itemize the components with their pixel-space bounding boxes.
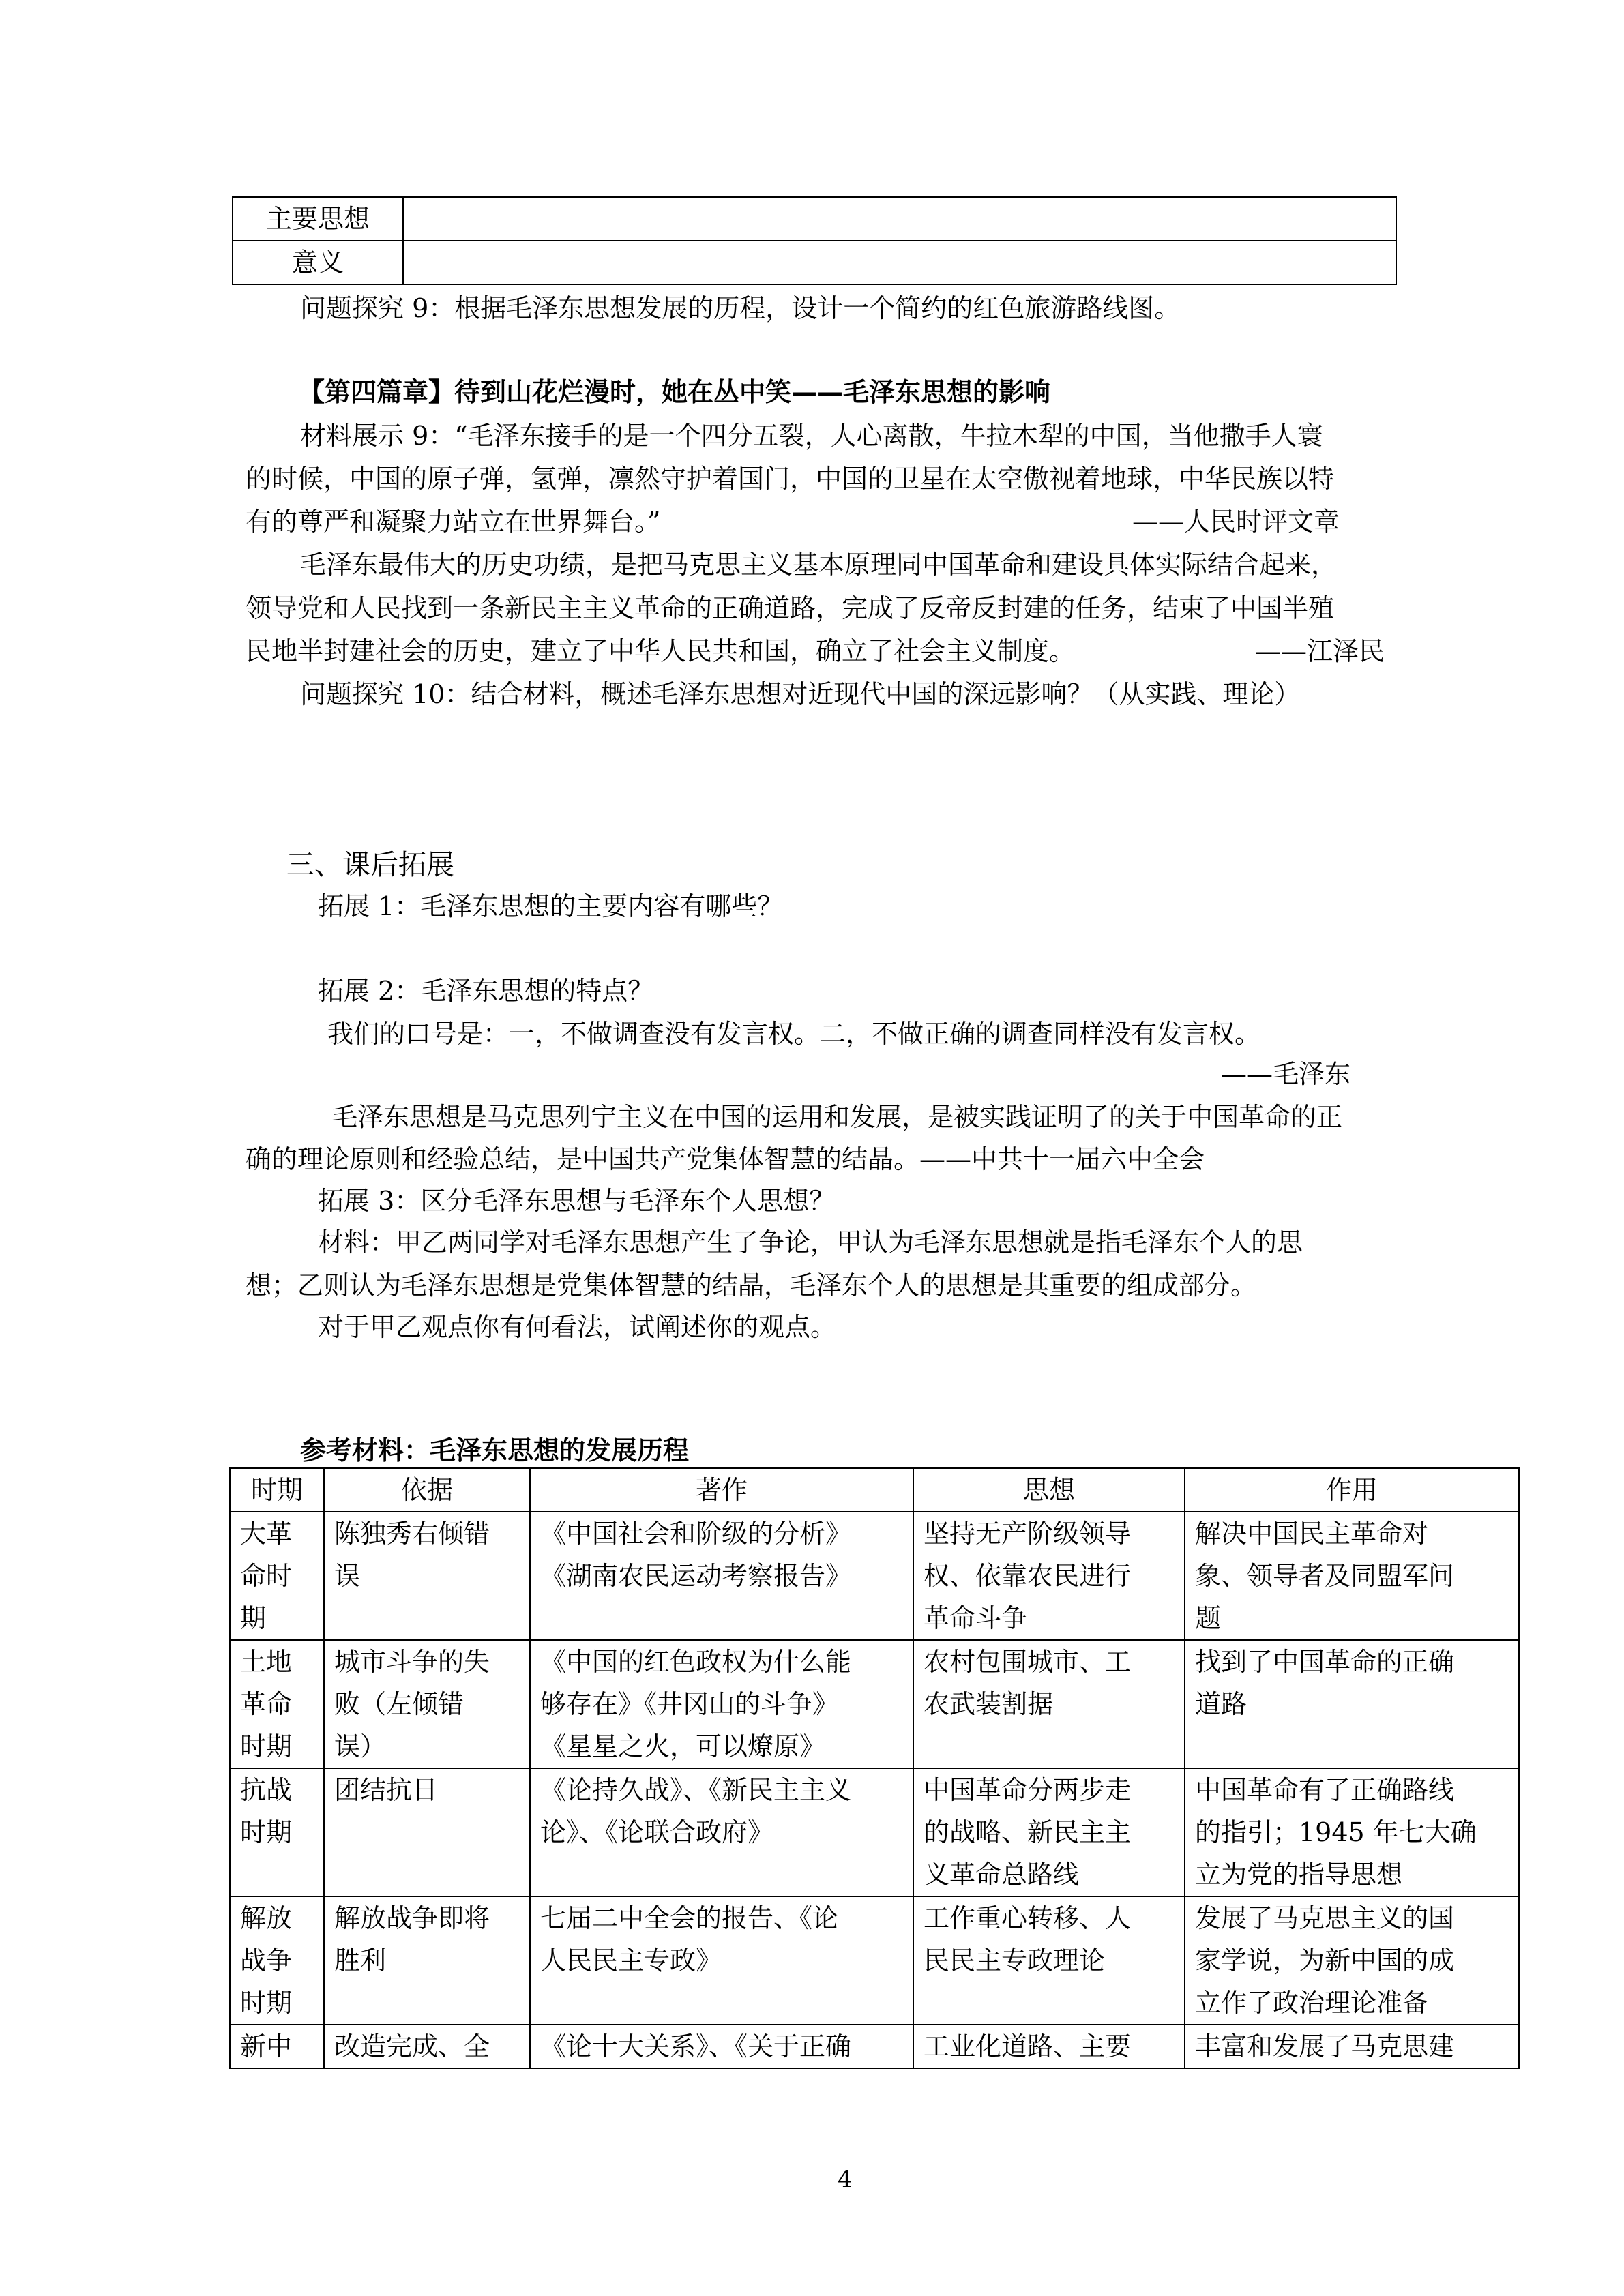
table-header-row <box>230 1468 1519 1512</box>
table-cell: 农村包围城市、工 农武装割据 <box>913 1640 1185 1768</box>
table-cell: 解决中国民主革命对 象、领导者及同盟军问 题 <box>1185 1512 1519 1640</box>
table-row <box>230 1512 1519 1640</box>
material-9-line: 有的尊严和凝聚力站立在世界舞台。” <box>246 507 661 537</box>
extension-2-source: ——毛泽东 <box>1221 1059 1351 1089</box>
table-cell: 改造完成、全 <box>324 2025 530 2068</box>
table-cell: 坚持无产阶级领导 权、依靠农民进行 革命斗争 <box>913 1512 1185 1640</box>
column-header: 作用 <box>1185 1468 1519 1512</box>
table-cell: 大革 命时 期 <box>230 1512 324 1640</box>
table-cell: 工业化道路、主要 <box>913 2025 1185 2068</box>
material-9-line: 材料展示 9：“毛泽东接手的是一个四分五裂，人心离散，牛拉木犁的中国，当他撒手人寰 <box>300 421 1323 451</box>
table-cell <box>403 197 1396 241</box>
extension-2-paragraph: 确的理论原则和经验总结，是中国共产党集体智慧的结晶。——中共十一届六中全会 <box>246 1144 1205 1174</box>
reference-title: 参考材料：毛泽东思想的发展历程 <box>300 1435 690 1465</box>
table-cell: 团结抗日 <box>324 1768 530 1896</box>
extension-2-paragraph: 毛泽东思想是马克思列宁主义在中国的运用和发展，是被实践证明了的关于中国革命的正 <box>331 1102 1343 1132</box>
material-9-source: ——人民时评文章 <box>1132 507 1340 537</box>
table-row <box>233 241 1396 284</box>
table-row <box>233 197 1396 241</box>
table-row <box>230 1768 1519 1896</box>
table-row <box>230 1896 1519 2025</box>
table-cell: 解放战争即将 胜利 <box>324 1896 530 2025</box>
table-cell: 中国革命有了正确路线 的指引；1945 年七大确 立为党的指导思想 <box>1185 1768 1519 1896</box>
extension-3: 拓展 3：区分毛泽东思想与毛泽东个人思想？ <box>318 1186 836 1216</box>
material-9-line: 的时候，中国的原子弹，氢弹，凛然守护着国门，中国的卫星在太空傲视着地球，中华民族以特 <box>246 464 1335 494</box>
question-9: 问题探究 9：根据毛泽东思想发展的历程，设计一个简约的红色旅游路线图。 <box>300 293 1181 323</box>
table-row <box>230 1640 1519 1768</box>
table-cell: 《中国的红色政权为什么能 够存在》《井冈山的斗争》 《星星之火，可以燎原》 <box>530 1640 913 1768</box>
material-9-line: 民地半封建社会的历史，建立了中华人民共和国，确立了社会主义制度。 <box>246 636 1076 666</box>
table-cell: 中国革命分两步走 的战略、新民主主 义革命总路线 <box>913 1768 1185 1896</box>
reference-table <box>229 1467 1520 2069</box>
extension-3-question: 对于甲乙观点你有何看法，试阐述你的观点。 <box>318 1312 837 1342</box>
extension-3-material: 想；乙则认为毛泽东思想是党集体智慧的结晶，毛泽东个人的思想是其重要的组成部分。 <box>246 1270 1257 1300</box>
table-cell: 七届二中全会的报告、《论 人民民主专政》 <box>530 1896 913 2025</box>
table-cell: 丰富和发展了马克思建 <box>1185 2025 1519 2068</box>
table-cell: 土地 革命 时期 <box>230 1640 324 1768</box>
table-cell: 《论十大关系》、《关于正确 <box>530 2025 913 2068</box>
table-cell: 找到了中国革命的正确 道路 <box>1185 1640 1519 1768</box>
table-cell: 陈独秀右倾错 误 <box>324 1512 530 1640</box>
table-cell: 意义 <box>233 241 403 284</box>
table-cell: 《中国社会和阶级的分析》 《湖南农民运动考察报告》 <box>530 1512 913 1640</box>
material-9-source: ——江泽民 <box>1255 636 1385 666</box>
material-9-line: 毛泽东最伟大的历史功绩，是把马克思主义基本原理同中国革命和建设具体实际结合起来， <box>300 550 1338 580</box>
table-cell: 城市斗争的失 败（左倾错 误） <box>324 1640 530 1768</box>
extension-2: 拓展 2：毛泽东思想的特点？ <box>318 976 654 1006</box>
chapter-4-title: 【第四篇章】待到山花烂漫时，她在丛中笑——毛泽东思想的影响 <box>299 376 1051 407</box>
question-10: 问题探究 10：结合材料，概述毛泽东思想对近现代中国的深远影响？（从实践、理论） <box>300 679 1301 709</box>
table-cell: 《论持久战》、《新民主主义 论》、《论联合政府》 <box>530 1768 913 1896</box>
column-header: 依据 <box>324 1468 530 1512</box>
table-cell: 抗战 时期 <box>230 1768 324 1896</box>
page-number: 4 <box>838 2166 853 2193</box>
column-header: 著作 <box>530 1468 913 1512</box>
extension-3-material: 材料：甲乙两同学对毛泽东思想产生了争论，甲认为毛泽东思想就是指毛泽东个人的思 <box>318 1227 1303 1257</box>
top-table <box>232 196 1397 285</box>
column-header: 时期 <box>230 1468 324 1512</box>
table-row <box>230 2025 1519 2068</box>
table-cell: 工作重心转移、人 民民主专政理论 <box>913 1896 1185 2025</box>
extension-1: 拓展 1：毛泽东思想的主要内容有哪些？ <box>318 891 784 921</box>
table-cell: 新中 <box>230 2025 324 2068</box>
column-header: 思想 <box>913 1468 1185 1512</box>
extension-2-quote: 我们的口号是：一，不做调查没有发言权。二，不做正确的调查同样没有发言权。 <box>327 1019 1261 1049</box>
material-9-line: 领导党和人民找到一条新民主主义革命的正确道路，完成了反帝反封建的任务，结束了中国半殖 <box>246 593 1335 623</box>
section-3-title: 三、课后拓展 <box>286 848 454 881</box>
table-cell: 发展了马克思主义的国 家学说，为新中国的成 立作了政治理论准备 <box>1185 1896 1519 2025</box>
table-cell: 主要思想 <box>233 197 403 241</box>
table-cell <box>403 241 1396 284</box>
table-cell: 解放 战争 时期 <box>230 1896 324 2025</box>
